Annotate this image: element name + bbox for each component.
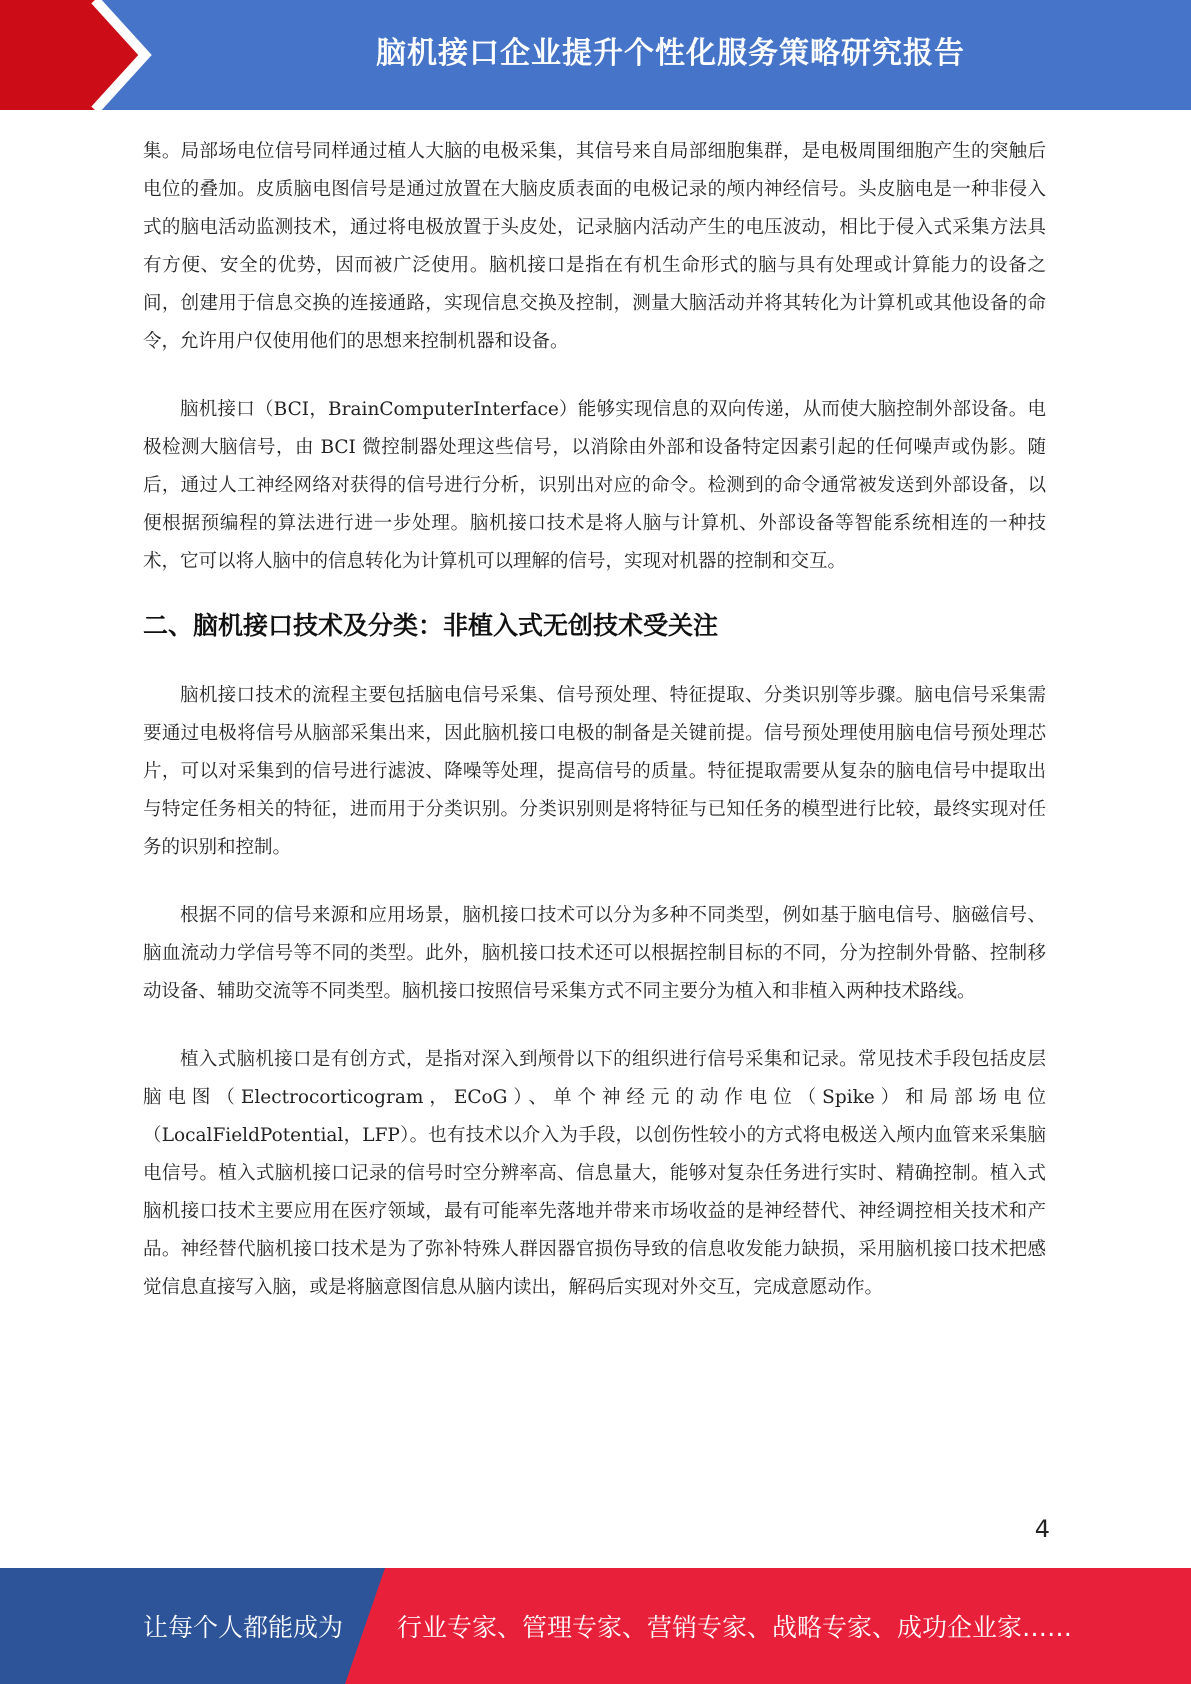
- paragraph-spacer: [143, 1011, 1046, 1041]
- paragraph-spacer: [143, 361, 1046, 391]
- red-chevron-shape: [0, 0, 150, 110]
- document-body: [143, 133, 1046, 1307]
- paragraph-bci-process: 脑机接口技术的流程主要包括脑电信号采集、信号预处理、特征提取、分类识别等步骤。脑电信号采集需要通过电极将信号从脑部采集出来，因此脑机接口电极的制备是关键前提。信号预处理使用脑电信号预处理芯片，可以对采集到的信号进行滤波、降噪等处理，提高信号的质量。特征提取需要从复杂的脑电信号中提取出与特定任务相关的特征，进而用于分类识别。分类识别则是将特征与已知任务的模型进行比较，最终实现对任务的识别和控制。: [143, 685, 1046, 858]
- paragraph-spacer: [143, 867, 1046, 897]
- section-heading: 二、脑机接口技术及分类：非植入式无创技术受关注: [143, 611, 719, 640]
- paragraph-bci-types: 根据不同的信号来源和应用场景，脑机接口技术可以分为多种不同类型，例如基于脑电信号、脑磁信号、脑血流动力学信号等不同的类型。此外，脑机接口技术还可以根据控制目标的不同，分为控制外骨骼、控制移动设备、辅助交流等不同类型。脑机接口按照信号采集方式不同主要分为植入和非植入两种技术路线。: [143, 905, 1046, 1002]
- header-chevron-decoration: [0, 0, 160, 110]
- page-footer: [0, 1568, 1191, 1684]
- footer-lead-text: 让每个人都能成为: [143, 1613, 344, 1642]
- page-number: 4: [1034, 1515, 1050, 1543]
- footer-tagline: 行业专家、管理专家、营销专家、战略专家、成功企业家……: [397, 1613, 1073, 1642]
- report-title: 脑机接口企业提升个性化服务策略研究报告: [376, 36, 965, 71]
- paragraph-continued: 集。局部场电位信号同样通过植人大脑的电极采集，其信号来自局部细胞集群，是电极周围细胞产生的突触后电位的叠加。皮质脑电图信号是通过放置在大脑皮质表面的电极记录的颅内神经信号。头皮脑电是一种非侵入式的脑电活动监测技术，通过将电极放置于头皮处，记录脑内活动产生的电压波动，相比于侵入式采集方法具有方便、安全的优势，因而被广泛使用。脑机接口是指在有机生命形式的脑与具有处理或计算能力的设备之间，创建用于信息交换的连接通路，实现信息交换及控制，测量大脑活动并将其转化为计算机或其他设备的命令，允许用户仅使用他们的思想来控制机器和设备。: [143, 141, 1046, 352]
- page-header: [0, 0, 1191, 110]
- paragraph-bci-definition: 脑机接口（BCI，BrainComputerInterface）能够实现信息的双向传递，从而使大脑控制外部设备。电极检测大脑信号，由 BCI 微控制器处理这些信号，以消除由外部和设备特定因素引起的任何噪声或伪影。随后，通过人工神经网络对获得的信号进行分析，识别出对应的命令。检测到的命令通常被发送到外部设备，以便根据预编程的算法进行进一步处理。脑机接口技术是将人脑与计算机、外部设备等智能系统相连的一种技术，它可以将人脑中的信息转化为计算机可以理解的信号，实现对机器的控制和交互。: [143, 399, 1046, 572]
- paragraph-invasive-bci: 植入式脑机接口是有创方式，是指对深入到颅骨以下的组织进行信号采集和记录。常见技术手段包括皮层脑电图（Electrocorticogram，ECoG）、单个神经元的动作电位（Spike）和局部场电位（LocalFieldPotential，LFP）。也有技术以介入为手段，以创伤性较小的方式将电极送入颅内血管来采集脑电信号。植入式脑机接口记录的信号时空分辨率高、信息量大，能够对复杂任务进行实时、精确控制。植入式脑机接口技术主要应用在医疗领域，最有可能率先落地并带来市场收益的是神经替代、神经调控相关技术和产品。神经替代脑机接口技术是为了弥补特殊人群因器官损伤导致的信息收发能力缺损，采用脑机接口技术把感觉信息直接写入脑，或是将脑意图信息从脑内读出，解码后实现对外交互，完成意愿动作。: [143, 1049, 1046, 1298]
